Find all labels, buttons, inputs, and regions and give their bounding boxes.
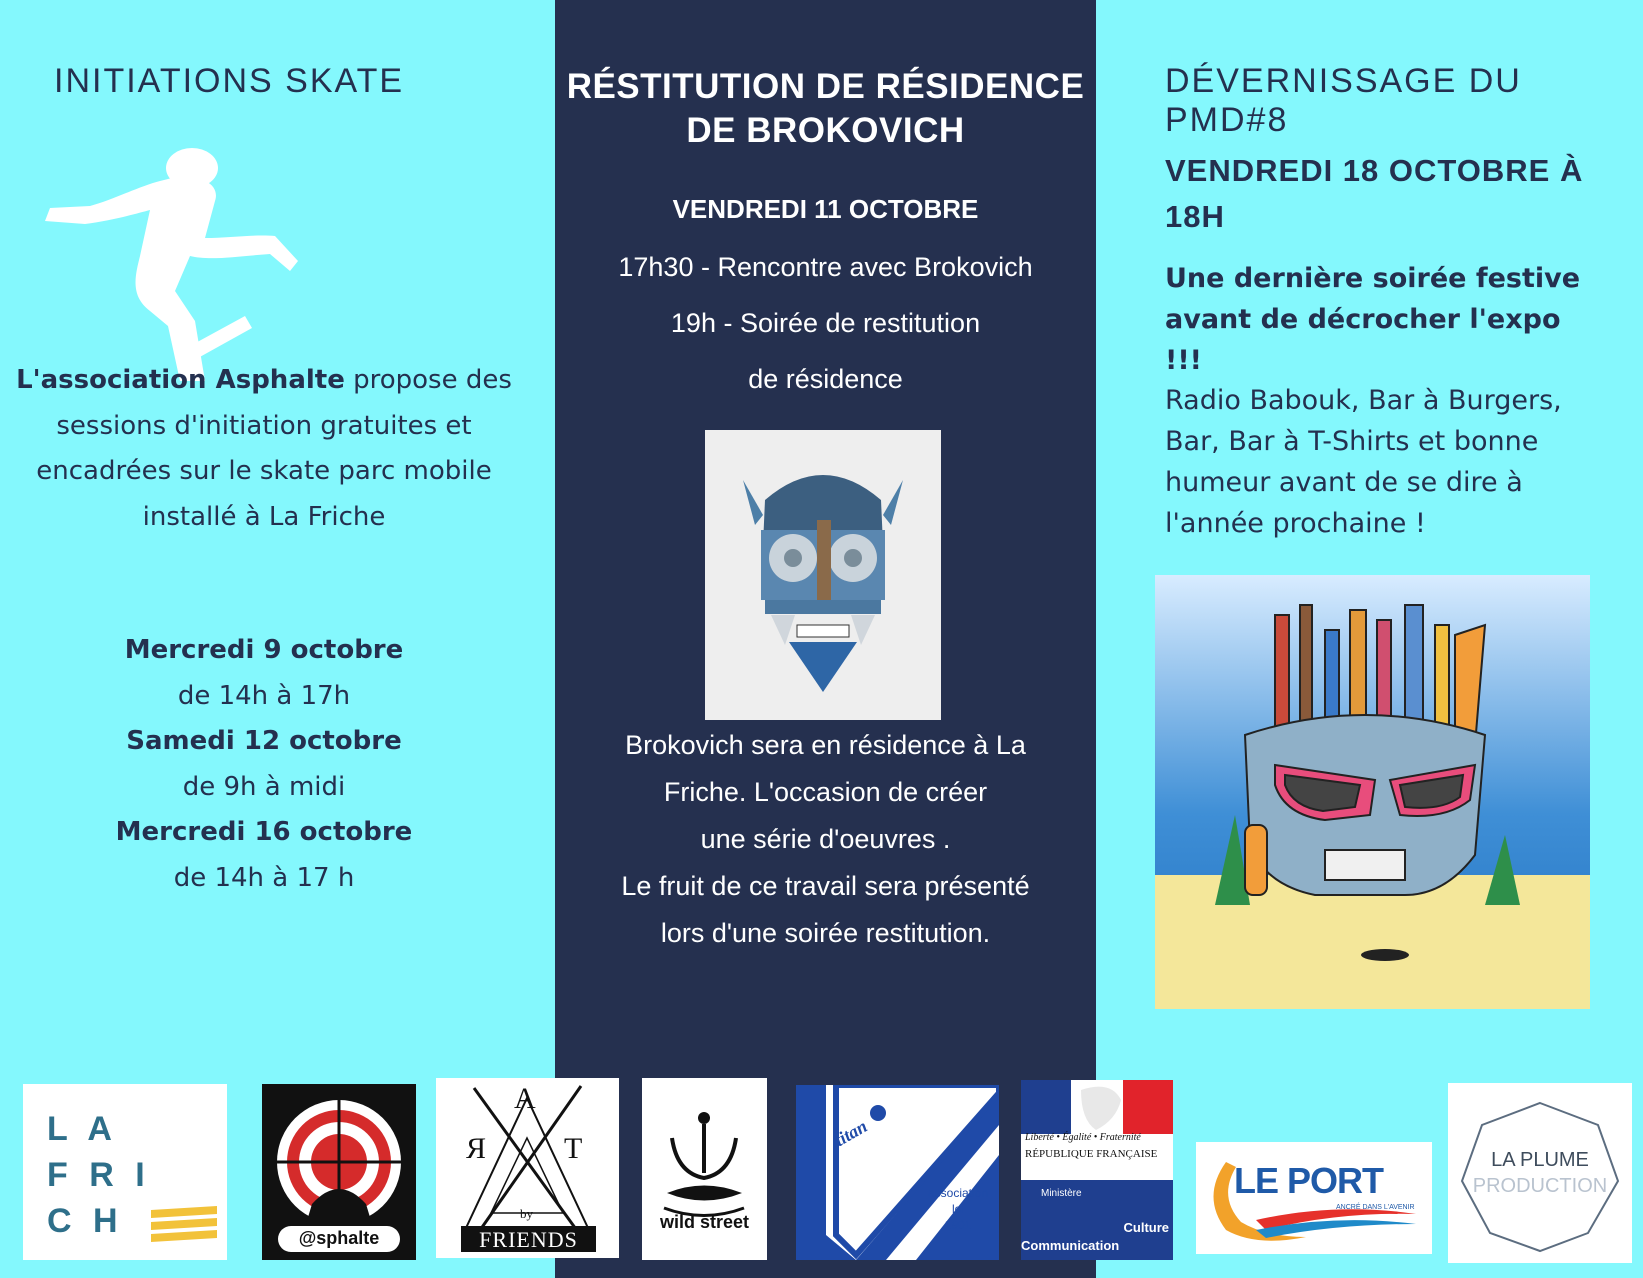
- session-time: de 14h à 17 h: [173, 862, 355, 893]
- desc-line: Friche. L'occasion de créer: [663, 777, 988, 807]
- republique-motto: Liberté • Égalité • Fraternité: [1025, 1132, 1141, 1143]
- ministere-label: Ministère: [1041, 1188, 1082, 1199]
- right-section-title: DÉVERNISSAGE DU PMD#8: [1165, 62, 1522, 139]
- titan-logo: [796, 1085, 999, 1260]
- le-port-wordmark: LE PORT: [1234, 1160, 1384, 1201]
- left-section-title: INITIATIONS SKATE: [54, 62, 405, 100]
- asphalte-logo: [262, 1084, 416, 1260]
- octagon-frame-icon: [1448, 1083, 1632, 1263]
- body-line: Bar, Bar à T-Shirts et bonne: [1165, 426, 1539, 457]
- lead-line: !!!: [1165, 345, 1202, 376]
- art-letter-t: T: [564, 1132, 583, 1165]
- titan-line: association: [927, 1186, 989, 1200]
- middle-date: VENDREDI 11 OCTOBRE: [672, 194, 979, 224]
- skull-pencils-illustration: [1155, 575, 1590, 1009]
- la-plume-logo: [1448, 1083, 1632, 1263]
- right-lead-text: [1165, 258, 1605, 381]
- lafriche-line: C H: [47, 1202, 124, 1240]
- art-friends: FRIENDS: [479, 1227, 578, 1252]
- desc-line: Brokovich sera en résidence à La: [625, 730, 1026, 760]
- brokovich-mask-artwork: [705, 430, 941, 720]
- lead-line: avant de décrocher l'expo: [1165, 304, 1561, 335]
- stripes-icon: [151, 1206, 221, 1246]
- marianne-icon: [1021, 1080, 1173, 1140]
- art-by: by: [520, 1206, 533, 1221]
- titan-wordmark: titan: [831, 1115, 871, 1151]
- body-line: humeur avant de se dire à: [1165, 467, 1523, 498]
- middle-section-title: [555, 65, 1096, 153]
- desc-line: lors d'une soirée restitution.: [660, 918, 991, 948]
- titan-assoc-text: [918, 1185, 998, 1233]
- ministere-culture-logo: [1021, 1080, 1173, 1260]
- lafriche-line: F R I: [47, 1156, 151, 1194]
- asphalte-wordmark: @sphalte: [298, 1228, 380, 1248]
- session-time: de 9h à midi: [182, 771, 346, 802]
- titan-line: loi: [951, 1202, 964, 1216]
- wild-street-wordmark: wild street: [659, 1212, 750, 1232]
- culture-label: Culture: [1123, 1220, 1169, 1235]
- la-plume-line1: LA PLUME: [1491, 1149, 1589, 1171]
- middle-description: [555, 722, 1096, 957]
- wild-street-logo: [642, 1078, 767, 1260]
- body-line: Radio Babouk, Bar à Burgers,: [1165, 385, 1562, 416]
- date-line: VENDREDI 18 OCTOBRE À: [1165, 153, 1584, 188]
- title-line: DE BROKOVICH: [686, 111, 965, 150]
- intro-rest: propose des sessions d'initiation gratuites et encadrées sur le skate parc mobile installé à La Friche: [36, 365, 512, 532]
- session-day: Mercredi 16 octobre: [115, 817, 413, 847]
- art-letter-a: A: [514, 1082, 536, 1115]
- right-body-text: [1165, 380, 1605, 544]
- session-day: Mercredi 9 octobre: [124, 635, 404, 665]
- mask-image: [705, 430, 941, 720]
- session-day: Samedi 12 octobre: [126, 726, 402, 756]
- titan-emblem-icon: [796, 1085, 999, 1260]
- left-intro-text: [14, 358, 514, 540]
- date-line: 18H: [1165, 199, 1225, 234]
- association-name: L'association Asphalte: [16, 365, 345, 395]
- lead-line: Une dernière soirée festive: [1165, 263, 1581, 294]
- communication-label: Communication: [1021, 1238, 1120, 1253]
- desc-line: Le fruit de ce travail sera présenté: [621, 871, 1030, 901]
- schedule-line: 19h - Soirée de restitution: [670, 308, 981, 338]
- session-time: de 14h à 17h: [177, 680, 351, 711]
- republique-name: RÉPUBLIQUE FRANÇAISE: [1025, 1148, 1158, 1160]
- right-date: [1165, 148, 1605, 240]
- title-line: RÉSTITUTION DE RÉSIDENCE: [566, 67, 1085, 106]
- lafriche-line: L A: [47, 1110, 118, 1148]
- body-line: l'année prochaine !: [1165, 508, 1426, 539]
- le-port-tagline: ANCRÉ DANS L'AVENIR: [1336, 1204, 1415, 1211]
- le-port-logo: [1196, 1142, 1432, 1254]
- titan-line: 1901: [944, 1218, 972, 1232]
- session-schedule: [14, 628, 514, 901]
- lafriche-logo: [23, 1084, 227, 1260]
- schedule-line: de résidence: [748, 364, 903, 394]
- art-letter-r: Я: [466, 1132, 487, 1165]
- desc-line: une série d'oeuvres .: [700, 824, 951, 854]
- art-by-friends-logo: [436, 1078, 619, 1258]
- skater-silhouette-icon: [40, 146, 310, 386]
- schedule-line: 17h30 - Rencontre avec Brokovich: [618, 252, 1033, 282]
- la-plume-line2: PRODUCTION: [1472, 1175, 1608, 1197]
